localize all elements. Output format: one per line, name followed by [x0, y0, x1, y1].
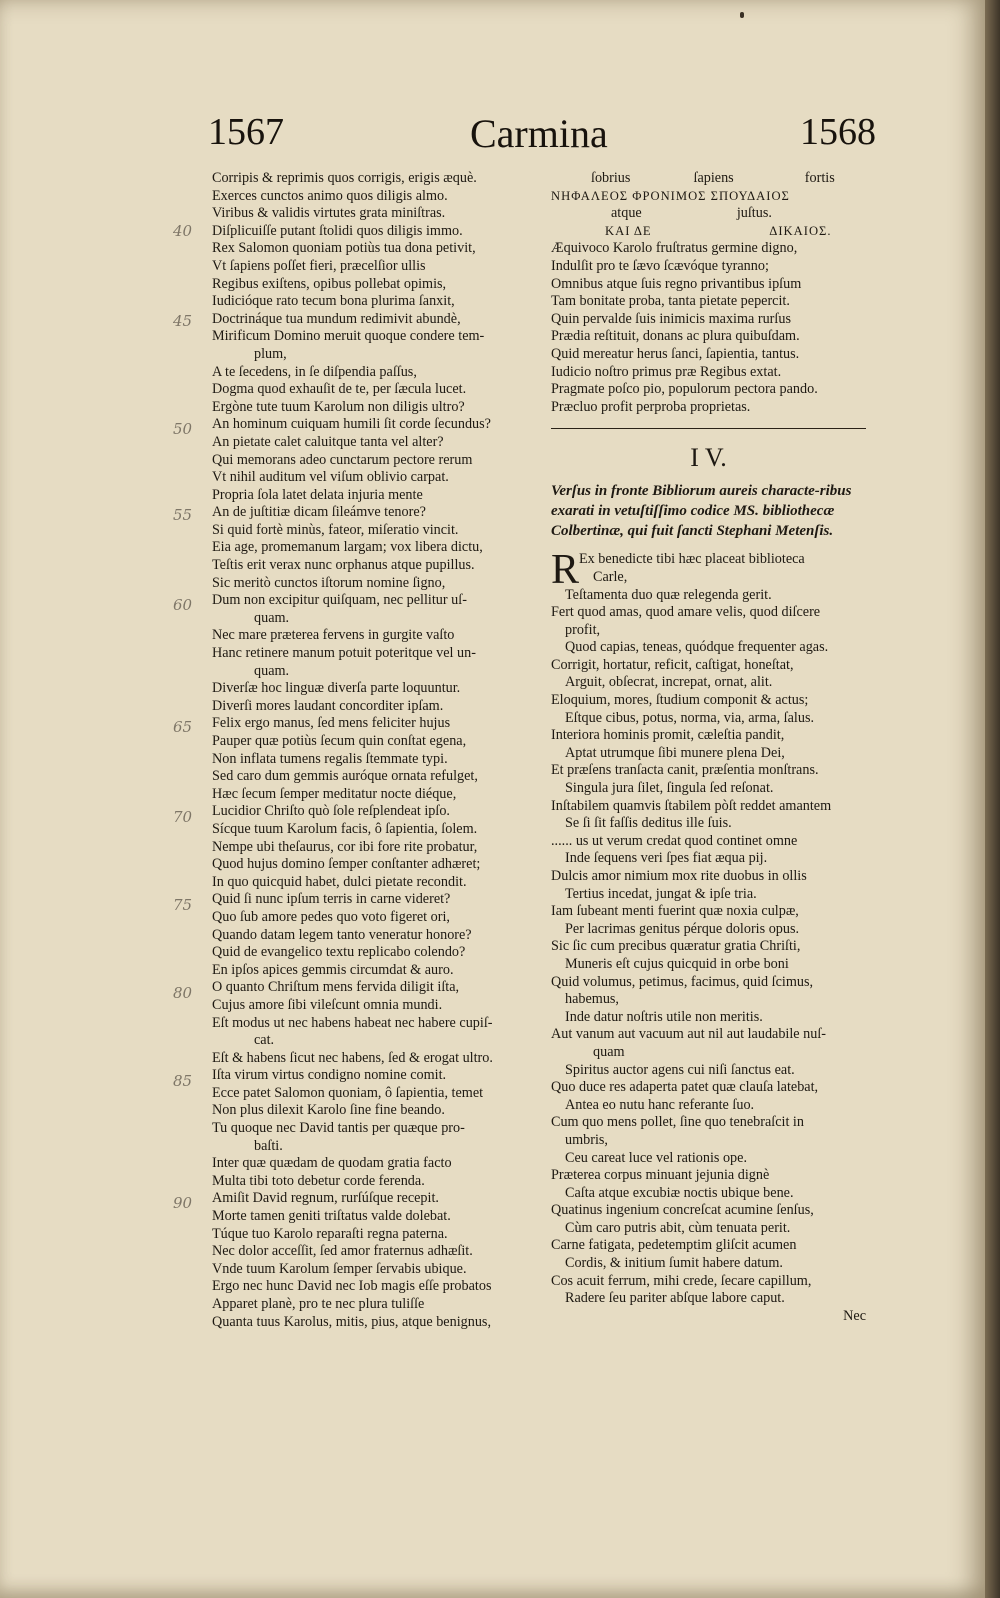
verse-line: Vt nihil auditum vel viſum oblivio carpat.	[212, 469, 449, 486]
verse-line: Inſtabilem quamvis ſtabilem pòſt reddet amantem	[551, 797, 832, 814]
verse-line: Corrigit, hortatur, reficit, caſtigat, honeſtat,	[551, 656, 794, 673]
verse-line: Rex Salomon quoniam potiùs tua dona petivit,	[212, 240, 476, 257]
gloss-word: ſobrius	[591, 170, 631, 186]
verse-line: Iudicióque rato tecum bona plurima ſanxit,	[212, 293, 455, 310]
verse-line: ...... us ut verum credat quod continet omne	[551, 832, 798, 849]
verse-line: Amiſit David regnum, rurſúſque recepit.	[212, 1190, 439, 1207]
verse-line: Teſtamenta duo quæ relegenda gerit.	[565, 586, 772, 603]
margin-line-number: 40	[173, 222, 193, 240]
verse-line: Sic ſic cum precibus quæratur gratia Chriſti,	[551, 938, 801, 955]
verse-line: Inde datur noſtris utile non meritis.	[565, 1008, 763, 1025]
verse-line: Præcluo profit perproba proprietas.	[551, 398, 751, 415]
verse-line: Tertius incedat, jungat & ipſe tria.	[565, 885, 757, 902]
verse-line: Teſtis erit verax nunc orphanus atque pupillus.	[212, 557, 475, 574]
verse-line: Quando datam legem tanto veneratur honore?	[212, 926, 472, 943]
verse-line: Quo duce res adaperta patet quæ clauſa latebat,	[551, 1079, 819, 1096]
verse-line: Quatinus ingenium concreſcat acumine ſenſus,	[551, 1202, 814, 1219]
verse-line: Sic meritò cunctos iſtorum nomine ſigno,	[212, 574, 446, 591]
margin-line-number: 70	[173, 808, 193, 826]
verse-line: Nec mare præterea fervens in gurgite vaſto	[212, 627, 455, 644]
verse-line: Vt ſapiens poſſet fieri, præcelſior ullis	[212, 257, 426, 274]
verse-line: Non plus dilexit Karolo ſine fine beando.	[212, 1102, 445, 1119]
verse-line: Nempe ubi theſaurus, cor ibi fore rite probatur,	[212, 838, 478, 855]
verse-line: An pietate calet caluitque tanta vel alter?	[212, 433, 444, 450]
verse-line: umbris,	[565, 1131, 608, 1148]
verse-line: Ceu careat luce vel rationis ope.	[565, 1149, 747, 1166]
verse-line: Viribus & validis virtutes grata miniſtras.	[212, 205, 446, 222]
verse-line: Tu quoque nec David tantis per quæque pro-	[212, 1120, 465, 1137]
verse-line: Mirificum Domino meruit quoque condere tem-	[212, 328, 485, 345]
verse-line: Cujus amore ſibi vileſcunt omnia mundi.	[212, 996, 443, 1013]
verse-line: Iſta virum virtus condigno nomine comit.	[212, 1067, 447, 1084]
section-heading: Verſus in fronte Bibliorum aureis characte-ribus exarati in vetuſtiſſimo codice MS. bibliothecæ Colbertinæ, qui fuit ſancti Stephani Metenſis.	[551, 483, 852, 540]
verse-line: Eſtque cibus, potus, norma, via, arma, ſalus.	[565, 709, 815, 726]
page-number-right: 1568	[800, 111, 876, 153]
verse-line: Propria ſola latet delata injuria mente	[212, 486, 423, 503]
verse-line: Exerces cunctos animo quos diligis almo.	[212, 187, 448, 204]
verse-line: Carle,	[593, 568, 628, 585]
verse-line: Ex benedicte tibi hæc placeat biblioteca	[579, 551, 805, 568]
verse-line: Radere ſeu pariter abſque labore caput.	[565, 1290, 785, 1307]
verse-line: Quod hujus domino ſemper conſtanter adhæret;	[212, 856, 481, 873]
gloss-word: ſapiens	[693, 170, 734, 186]
margin-line-number: 50	[173, 420, 193, 438]
verse-line: In quo quicquid habet, dulci pietate recondit.	[212, 873, 467, 890]
page-number-left: 1567	[208, 111, 284, 153]
book-spine	[985, 0, 1000, 1598]
verse-line: Quanta tuus Karolus, mitis, pius, atque benignus,	[212, 1313, 491, 1330]
verse-line: Doctrináque tua mundum redimivit abundè,	[212, 310, 461, 327]
verse-line: Eloquium, mores, ſtudium componit & actus;	[551, 692, 809, 709]
verse-line: Si quid fortè minùs, fateor, miſeratio vincit.	[212, 521, 459, 538]
verse-line: Quid volumus, petimus, facimus, quid ſcimus,	[551, 973, 814, 990]
verse-line: Æquivoco Karolo fruſtratus germine digno,	[551, 240, 798, 257]
verse-line: Diverſæ hoc linguæ diverſa parte loquuntur.	[212, 680, 461, 697]
verse-block-bottom	[551, 587, 866, 1308]
verse-line: Muneris eſt cujus quicquid in orbe boni	[565, 955, 789, 972]
verse-line: Diſplicuiſſe putant ſtolidi quos diligis immo.	[212, 222, 463, 239]
verse-line: Qui memorans adeo cunctarum pectore rerum	[212, 451, 473, 468]
verse-block-top	[551, 240, 866, 416]
verse-line: Fert quod amas, quod amare velis, quod diſcere	[551, 604, 821, 621]
verse-line: habemus,	[565, 991, 619, 1008]
verse-line: Antea eo nutu hanc referante ſuo.	[565, 1096, 755, 1113]
right-column	[551, 170, 866, 1325]
verse-line: Ergòne tute tuum Karolum non diligis ultro?	[212, 398, 465, 415]
verse-line: Indulſit pro te ſævo ſcævóque tyranno;	[551, 257, 769, 274]
verse-line: Præterea corpus minuant jejunia dignè	[551, 1167, 770, 1184]
verse-line: Iam ſubeant menti fuerint quæ noxia culpæ,	[551, 903, 799, 920]
running-title: Carmina	[470, 111, 608, 156]
gloss-word: atque	[611, 205, 642, 222]
latin-gloss-1	[551, 170, 866, 188]
verse-line: Eſt modus ut nec habens habeat nec habere cupiſ-	[212, 1014, 493, 1031]
verse-line: baſti.	[254, 1137, 283, 1154]
gloss-word: fortis	[804, 170, 835, 186]
verse-line: Se ſi ſit faſſis deditus ille ſuis.	[565, 815, 732, 832]
verse-line: profit,	[565, 621, 601, 638]
verse-line: Dogma quod exhauſit de te, per ſæcula lucet.	[212, 381, 467, 398]
verse-line: Lucidior Chriſto quò ſole reſplendeat ipſo.	[212, 803, 450, 820]
verse-line: cat.	[254, 1032, 275, 1049]
margin-line-number: 60	[173, 596, 193, 614]
verse-line: Et præſens tranſacta canit, præſentia monſtrans.	[551, 762, 819, 779]
margin-line-number: 55	[173, 506, 193, 524]
gloss-word: juſtus.	[736, 205, 772, 222]
verse-line: An hominum cuiquam humili ſit corde ſecundus?	[212, 416, 491, 433]
latin-gloss-2	[551, 205, 866, 223]
verse-line: Quo ſub amore pedes quo voto figeret ori,	[212, 908, 450, 925]
verse-line: A te ſecedens, in ſe diſpendia paſſus,	[212, 363, 417, 380]
verse-line: quam.	[254, 609, 290, 626]
verse-line: Spiritus auctor agens cui niſi ſanctus eat.	[565, 1061, 795, 1078]
verse-line: Aptat utrumque ſibi munere plena Dei,	[565, 744, 785, 761]
verse-line: Cùm caro putris abit, cùm tenuata perit.	[565, 1219, 791, 1236]
margin-line-number: 65	[173, 718, 193, 736]
margin-line-number: 80	[173, 984, 193, 1002]
verse-line: Carne fatigata, pedetemptim gliſcit acumen	[551, 1237, 797, 1254]
verse-line: Arguit, obſecrat, increpat, ornat, alit.	[565, 674, 773, 691]
verse-line: Eia age, promemanum largam; vox libera dictu,	[212, 539, 483, 556]
verse-line: Omnibus atque ſuis regno privantibus ipſum	[551, 275, 802, 292]
greek-line-2	[551, 223, 866, 241]
verse-line: plum,	[254, 345, 287, 362]
ink-mark	[740, 12, 744, 18]
left-column	[212, 170, 540, 1331]
verse-line: Caſta atque excubiæ noctis ubique bene.	[565, 1184, 794, 1201]
verse-line: O quanto Chriſtum mens fervida diligit iſta,	[212, 979, 460, 996]
verse-line: Quid de evangelico textu replicabo colendo?	[212, 944, 466, 961]
verse-line: Inter quæ quædam de quodam gratia facto	[212, 1155, 452, 1172]
catchword: Nec	[843, 1307, 866, 1324]
opening-verse	[551, 547, 866, 594]
verse-line: Cos acuit ferrum, mihi crede, ſecare capillum,	[551, 1272, 812, 1289]
verse-line: An de juſtitiæ dicam ſileámve tenore?	[212, 504, 426, 521]
verse-line: Hæc ſecum ſemper meditatur nocte diéque,	[212, 785, 457, 802]
verse-line: Morte tamen geniti triſtatus valde dolebat.	[212, 1208, 451, 1225]
verse-line: Inde ſequens veri ſpes fiat æqua pij.	[565, 850, 768, 867]
margin-line-number: 90	[173, 1194, 193, 1212]
verse-line: Iudicio noſtro primus præ Regibus extat.	[551, 363, 782, 380]
verse-line: Túque tuo Karolo reparaſti regna paterna.	[212, 1225, 448, 1242]
verse-line: Ergo nec hunc David nec Iob magis eſſe probatos	[212, 1278, 492, 1295]
margin-line-number: 85	[173, 1072, 193, 1090]
verse-line: En ipſos apices gemmis circumdat & auro.	[212, 961, 454, 978]
section-rule	[551, 428, 866, 429]
verse-line: quam.	[254, 662, 290, 679]
verse-line: Per lacrimas genitus pérque doloris opus.	[565, 920, 800, 937]
verse-line: Eſt & habens ſicut nec habens, ſed & erogat ultro.	[212, 1049, 493, 1066]
verse-line: Cordis, & initium ſumit habere datum.	[565, 1255, 783, 1272]
verse-line: Quod capias, teneas, quódque frequenter agas.	[565, 639, 829, 656]
verse-line: quam	[593, 1043, 625, 1060]
verse-line: Hanc retinere manum potuit poteritque vel un-	[212, 645, 476, 662]
verse-line: Aut vanum aut vacuum aut nil aut laudabile nuſ-	[551, 1026, 827, 1043]
section-number: I V.	[690, 443, 727, 473]
verse-line: Diverſi mores laudant concorditer ipſam.	[212, 697, 444, 714]
margin-line-number: 75	[173, 896, 193, 914]
verse-line: Singula jura ſilet, ſingula ſed reſonat.	[565, 780, 774, 797]
verse-line: Vnde tuum Karolum ſemper ſervabis ubique.	[212, 1260, 467, 1277]
verse-line: Apparet planè, pro te nec plura tuliſſe	[212, 1296, 425, 1312]
verse-line: Ecce patet Salomon quoniam, ô ſapientia, temet	[212, 1084, 484, 1101]
verse-line: Pragmate poſco pio, populorum pectora pando.	[551, 381, 818, 398]
verse-line: Regibus exiſtens, opibus pollebat opimis,	[212, 275, 447, 292]
verse-line: Dulcis amor nimium mox rite duobus in ollis	[551, 868, 807, 884]
greek-word: ΚΑΙ ΔΕ	[605, 223, 652, 238]
margin-line-number: 45	[173, 312, 193, 330]
verse-line: Quid mereatur herus ſanci, ſapientia, tantus.	[551, 345, 800, 362]
verse-line: Quin pervalde ſuis inimicis maxima rurſus	[551, 310, 791, 327]
verse-line: Interiora hominis promit, cæleſtia pandit,	[551, 727, 785, 744]
verse-line: Sed caro dum gemmis auróque ornata refulget,	[212, 768, 478, 785]
verse-line: Nec dolor acceſſit, ſed amor fraternus adhæſit.	[212, 1243, 473, 1260]
greek-word: ΔΙΚΑΙΟΣ.	[769, 223, 832, 238]
greek-line-1: ΝΗΦΑΛΕΟΣ ΦΡΟΝΙΜΟΣ ΣΠΟΥΔΑΙΟΣ	[551, 188, 790, 203]
verse-line: Non inflata tumens regalis ſtemmate typi.	[212, 750, 448, 767]
verse-line: Tam bonitate proba, tanta pietate pepercit.	[551, 293, 790, 310]
verse-line: Cum quo mens pollet, ſine quo tenebraſcit in	[551, 1114, 804, 1131]
verse-line: Pauper quæ potiùs ſecum quin conſtat egena,	[212, 733, 467, 749]
verse-line: Dum non excipitur quiſquam, nec pellitur uſ-	[212, 592, 467, 609]
verse-line: Prædia reſtituit, donans ac plura quibuſdam.	[551, 328, 800, 345]
verse-line: Quid ſi nunc ipſum terris in carne videret?	[212, 891, 451, 908]
drop-cap: R	[551, 547, 580, 594]
verse-line: Felix ergo manus, ſed mens feliciter hujus	[212, 715, 451, 732]
verse-line: Multa tibi toto debetur corde ferenda.	[212, 1172, 425, 1189]
verse-line: Sícque tuum Karolum facis, ô ſapientia, ſolem.	[212, 820, 478, 837]
verse-line: Corripis & reprimis quos corrigis, erigis æquè.	[212, 170, 477, 186]
